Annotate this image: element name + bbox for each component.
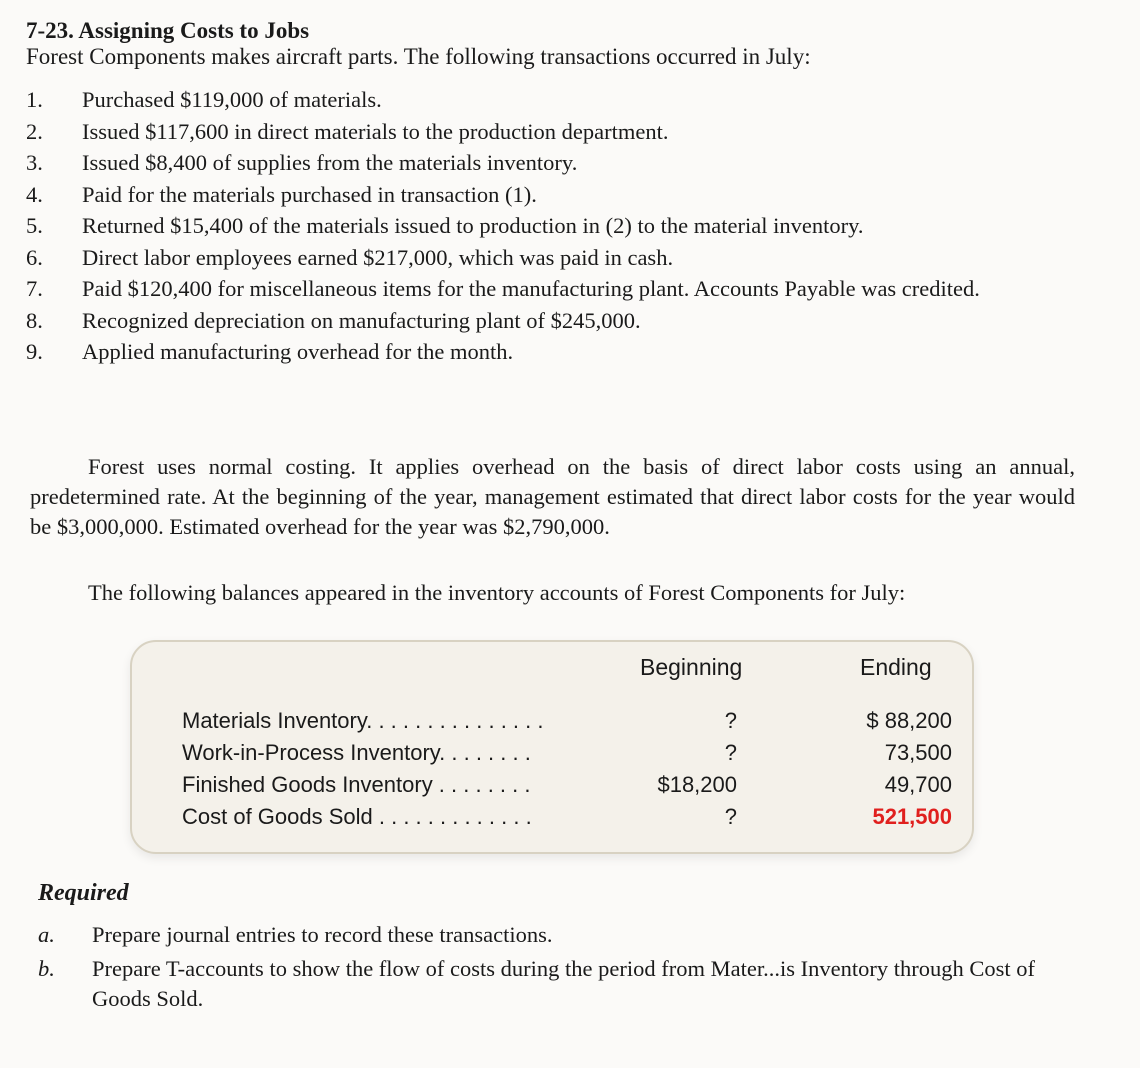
transaction-text: Purchased $119,000 of materials. xyxy=(82,87,382,112)
required-parts xyxy=(38,920,1098,1018)
table-row xyxy=(182,804,952,836)
transaction-text: Direct labor employees earned $217,000, which was paid in cash. xyxy=(82,244,674,270)
ending-value-highlighted: 521,500 xyxy=(872,804,952,829)
transaction-item xyxy=(26,307,1096,335)
transaction-number: 1. xyxy=(26,87,43,112)
transaction-list xyxy=(26,86,1096,370)
costing-paragraph: Forest uses normal costing. It applies overhead on the basis of direct labor costs using an annual, predetermined rate. At the beginning of the year, management estimated that direct labor costs for the year would be $3,000,000. Estimated overhead for the year was $2,790,000. xyxy=(30,454,1075,539)
transaction-item xyxy=(26,212,1096,240)
account-label: Work-in-Process Inventory. . . . . . . . xyxy=(182,740,531,765)
balances-intro: The following balances appeared in the inventory accounts of Forest Components for July: xyxy=(88,580,906,605)
table-row xyxy=(182,740,952,772)
transaction-item xyxy=(26,118,1096,146)
part-text: Prepare journal entries to record these transactions. xyxy=(92,922,553,947)
required-item xyxy=(38,920,1098,950)
transaction-item xyxy=(26,275,1096,303)
transaction-item xyxy=(26,338,1096,366)
part-text: Prepare T-accounts to show the flow of costs during the period from Mater...is Inventory through Cost of Goods Sold. xyxy=(92,956,1035,1011)
required-item xyxy=(38,954,1098,1014)
beginning-value: ? xyxy=(724,804,737,829)
beginning-value: ? xyxy=(724,740,737,765)
transaction-item xyxy=(26,181,1096,209)
transaction-item xyxy=(26,86,1096,114)
account-label: Cost of Goods Sold . . . . . . . . . . . . . xyxy=(182,804,532,829)
transaction-text: Issued $117,600 in direct materials to the production department. xyxy=(82,118,669,144)
transaction-number: 4. xyxy=(26,181,43,207)
ending-value: 49,700 xyxy=(884,772,952,797)
column-header-beginning: Beginning xyxy=(640,654,743,680)
beginning-value: $18,200 xyxy=(657,772,737,797)
beginning-value: ? xyxy=(724,708,737,733)
required-heading: Required xyxy=(38,880,129,906)
transaction-text: Returned $15,400 of the materials issued to production in (2) to the material inventory. xyxy=(82,213,864,238)
table-row xyxy=(182,708,952,740)
table-row xyxy=(182,772,952,804)
transaction-item xyxy=(26,149,1096,177)
transaction-item xyxy=(26,244,1096,272)
transaction-number: 6. xyxy=(26,244,43,270)
transaction-number: 8. xyxy=(26,307,43,333)
part-label: a. xyxy=(38,922,55,947)
transaction-number: 7. xyxy=(26,276,43,301)
transaction-number: 2. xyxy=(26,118,43,144)
transaction-number: 3. xyxy=(26,150,43,175)
ending-value: $ 88,200 xyxy=(866,708,952,733)
column-header-ending: Ending xyxy=(860,654,932,680)
transaction-text: Recognized depreciation on manufacturing plant of $245,000. xyxy=(82,307,641,333)
transaction-number: 9. xyxy=(26,339,43,364)
problem-intro: Forest Components makes aircraft parts. The following transactions occurred in July: xyxy=(26,44,811,69)
account-label: Materials Inventory. . . . . . . . . . . . . . . xyxy=(182,708,544,733)
account-label: Finished Goods Inventory . . . . . . . . xyxy=(182,772,531,797)
transaction-text: Applied manufacturing overhead for the month. xyxy=(82,339,514,364)
transaction-text: Paid for the materials purchased in transaction (1). xyxy=(82,181,537,207)
problem-title: 7-23. Assigning Costs to Jobs xyxy=(26,18,310,43)
transaction-number: 5. xyxy=(26,213,43,238)
transaction-text: Paid $120,400 for miscellaneous items for the manufacturing plant. Accounts Payable was credited. xyxy=(82,276,980,301)
part-label: b. xyxy=(38,956,55,981)
balances-table xyxy=(130,640,974,854)
ending-value: 73,500 xyxy=(884,740,952,765)
transaction-text: Issued $8,400 of supplies from the materials inventory. xyxy=(82,150,578,175)
